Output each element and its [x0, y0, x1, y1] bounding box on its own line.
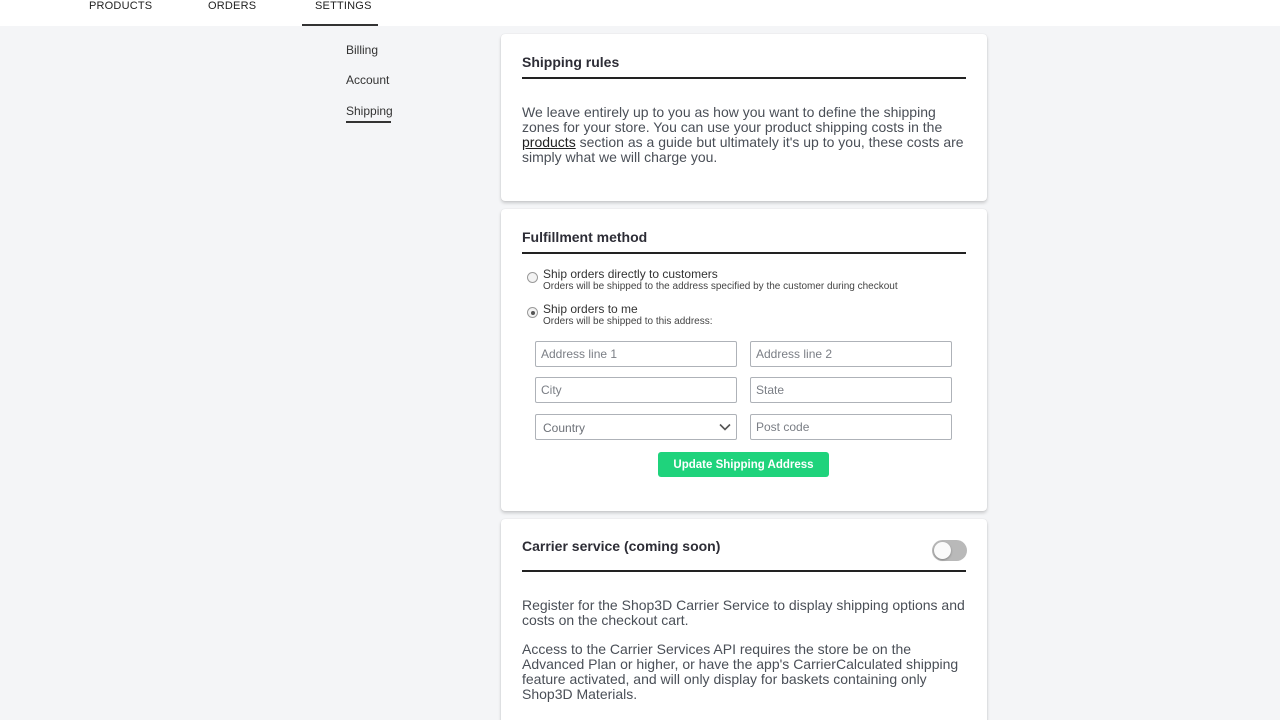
topnav-active-indicator [302, 24, 378, 26]
shipping-rules-description [522, 105, 968, 165]
carrier-service-toggle[interactable] [932, 540, 967, 561]
sidebar-item-account[interactable]: Account [346, 73, 390, 87]
shipping-rules-title: Shipping rules [522, 54, 620, 70]
country-select[interactable] [535, 414, 737, 440]
post-code-input[interactable] [750, 414, 952, 440]
topnav-orders[interactable]: ORDERS [208, 0, 257, 12]
shipping-rules-card [501, 34, 987, 201]
ship-to-customers-description: Orders will be shipped to the address specified by the customer during checkout [543, 281, 898, 292]
carrier-service-requirements: Access to the Carrier Services API requires the store be on the Advanced Plan or higher, or have the app's CarrierCalculated shipping feature activated, and will only display for baskets containing only Shop3D Materials. [522, 641, 959, 702]
description-text-end: section as a guide but ultimately it's up to you, these costs are simply what we will charge you. [522, 134, 964, 165]
sidebar-active-indicator [346, 121, 391, 123]
state-input[interactable] [750, 377, 952, 403]
city-input[interactable] [535, 377, 737, 403]
sidebar-item-billing[interactable]: Billing [346, 43, 379, 57]
country-select-value: Country [543, 421, 586, 435]
title-divider [522, 570, 966, 572]
chevron-down-icon [718, 420, 732, 434]
ship-to-me-label[interactable]: Ship orders to me [543, 302, 638, 316]
carrier-service-description: Register for the Shop3D Carrier Service to display shipping options and costs on the checkout cart. [522, 597, 965, 628]
ship-to-me-description: Orders will be shipped to this address: [543, 316, 713, 327]
fulfillment-method-title: Fulfillment method [522, 229, 648, 245]
ship-to-customers-label[interactable]: Ship orders directly to customers [543, 267, 718, 281]
carrier-service-title: Carrier service (coming soon) [522, 538, 721, 554]
ship-to-customers-radio[interactable] [527, 272, 538, 283]
sidebar-item-shipping[interactable]: Shipping [346, 104, 393, 118]
toggle-knob [934, 542, 951, 559]
title-divider [522, 252, 966, 254]
carrier-service-card [501, 519, 987, 720]
topnav-products[interactable]: PRODUCTS [89, 0, 153, 12]
topnav-settings[interactable]: SETTINGS [315, 0, 372, 12]
ship-to-me-radio[interactable] [527, 307, 538, 318]
fulfillment-method-card [501, 209, 987, 511]
description-text-start: We leave entirely up to you as how you want to define the shipping zones for your store. You can use your product shipping costs in the [522, 104, 943, 135]
update-shipping-address-button[interactable]: Update Shipping Address [658, 452, 829, 477]
address-line-2-input[interactable] [750, 341, 952, 367]
title-divider [522, 77, 966, 79]
address-line-1-input[interactable] [535, 341, 737, 367]
top-navigation-bar [0, 0, 1280, 26]
products-link[interactable]: products [522, 134, 576, 150]
